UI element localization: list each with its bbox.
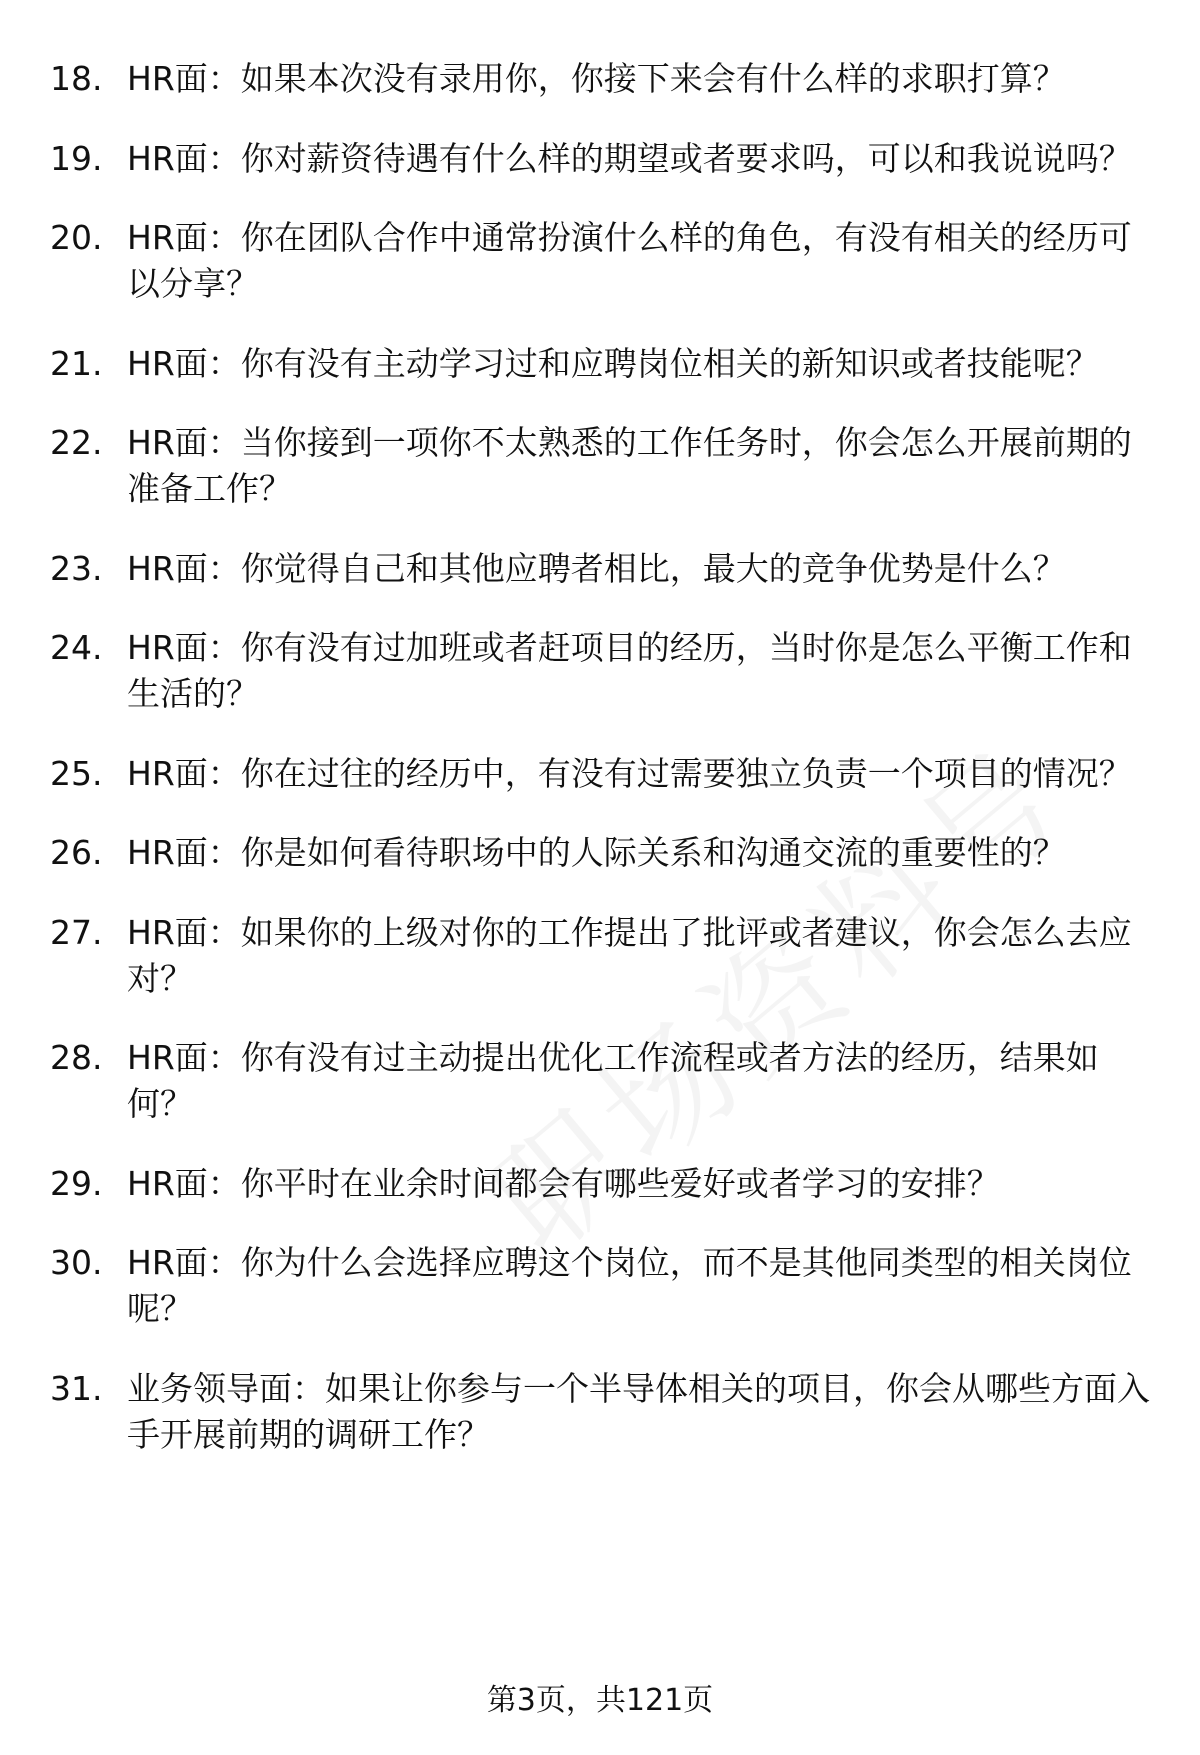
question-text: HR面：你是如何看待职场中的人际关系和沟通交流的重要性的？	[127, 833, 1066, 872]
list-item	[0, 341, 1200, 387]
question-text: HR面：当你接到一项你不太熟悉的工作任务时，你会怎么开展前期的准备工作？	[127, 423, 1132, 508]
question-number: 29.	[50, 1163, 103, 1203]
list-item	[0, 1366, 1200, 1458]
question-number: 22.	[50, 423, 103, 462]
question-text: HR面：你平时在业余时间都会有哪些爱好或者学习的安排？	[127, 1163, 1000, 1203]
question-text: HR面：你有没有过加班或者赶项目的经历，当时你是怎么平衡工作和生活的？	[127, 628, 1132, 713]
question-list	[0, 56, 1200, 1491]
page-footer: 第3页，共121页	[486, 1683, 714, 1718]
list-item	[0, 56, 1200, 102]
list-item	[0, 910, 1200, 1002]
question-number: 23.	[50, 548, 103, 588]
question-number: 27.	[50, 912, 103, 952]
list-item	[0, 625, 1200, 717]
question-number: 19.	[50, 138, 103, 178]
question-text: HR面：你在团队合作中通常扮演什么样的角色，有没有相关的经历可以分享？	[127, 218, 1132, 303]
question-number: 21.	[50, 343, 103, 383]
question-text: HR面：如果本次没有录用你，你接下来会有什么样的求职打算？	[127, 59, 1066, 98]
question-number: 26.	[50, 833, 103, 872]
question-number: 18.	[50, 59, 103, 98]
question-number: 30.	[50, 1243, 103, 1282]
question-text: HR面：你有没有主动学习过和应聘岗位相关的新知识或者技能呢？	[127, 343, 1099, 383]
question-text: HR面：你在过往的经历中，有没有过需要独立负责一个项目的情况？	[127, 753, 1132, 793]
list-item	[0, 1240, 1200, 1332]
question-text: HR面：如果你的上级对你的工作提出了批评或者建议，你会怎么去应对？	[127, 912, 1132, 998]
question-text: HR面：你有没有过主动提出优化工作流程或者方法的经历，结果如何？	[127, 1038, 1099, 1123]
question-text: 业务领导面：如果让你参与一个半导体相关的项目，你会从哪些方面入手开展前期的调研工作？	[127, 1368, 1150, 1454]
list-item	[0, 215, 1200, 307]
list-item	[0, 546, 1200, 592]
list-item	[0, 751, 1200, 797]
list-item	[0, 830, 1200, 876]
question-text: HR面：你觉得自己和其他应聘者相比，最大的竞争优势是什么？	[127, 548, 1066, 588]
list-item	[0, 136, 1200, 182]
question-number: 25.	[50, 753, 103, 793]
question-number: 24.	[50, 628, 103, 667]
question-text: HR面：你为什么会选择应聘这个岗位，而不是其他同类型的相关岗位呢？	[127, 1243, 1132, 1328]
list-item	[0, 1161, 1200, 1207]
question-number: 28.	[50, 1038, 103, 1077]
question-number: 20.	[50, 218, 103, 257]
list-item	[0, 420, 1200, 512]
question-text: HR面：你对薪资待遇有什么样的期望或者要求吗，可以和我说说吗？	[127, 138, 1132, 178]
list-item	[0, 1035, 1200, 1127]
question-number: 31.	[50, 1368, 103, 1408]
